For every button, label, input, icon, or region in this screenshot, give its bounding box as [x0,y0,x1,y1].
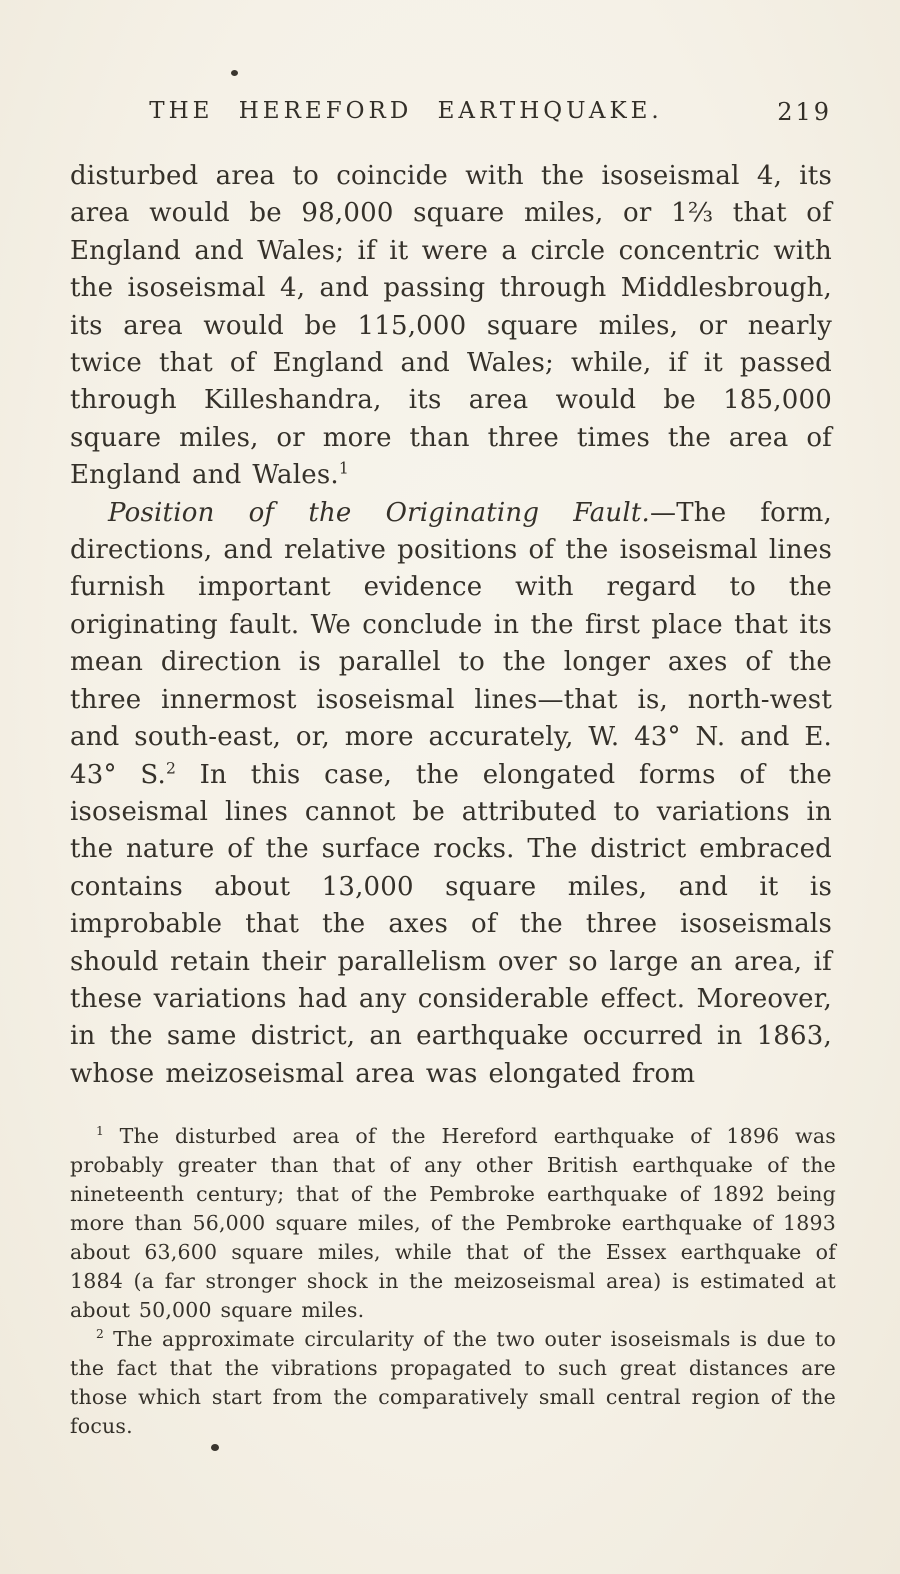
paragraph-1-text: disturbed area to coincide with the isoseismal 4, its area would be 98,000 square miles, or 1⅔ that of England and Wales; if it were a circle concentric with the isoseismal 4, and passing through Middlesbrough, its area would be 115,000 square miles, or nearly twice that of England and Wales; while, if it passed through Killeshandra, its area would be 185,000 square miles, or more than three times the area of England and Wales. [70,161,832,491]
footnotes [70,1122,836,1441]
paragraph-2 [70,495,832,1094]
footnote-2-marker: 2 [96,1327,104,1342]
footnote-2 [70,1325,836,1441]
paragraph-2-text-a: —The form, directions, and relative positions of the isoseismal lines furnish important evidence with regard to the originating fault. We conclude in the first place that its mean direction is parallel to the longer axes of the three innermost isoseismal lines—that is, north-west and south-east, or, more accurately, W. 43° N. and E. 43° S. [70,497,832,790]
footnote-1-text: The disturbed area of the Hereford earthquake of 1896 was probably greater than that of any other British earthquake of the nineteenth century; that of the Pembroke earthquake of 1892 being more than 56,000 square miles, of the Pembroke earthquake of 1893 about 63,600 square miles, while that of the Essex earthquake of 1884 (a far stronger shock in the meizoseismal area) is estimated at about 50,000 square miles. [70,1124,836,1322]
footnote-1-marker: 1 [96,1124,104,1139]
footnote-ref-2: 2 [165,758,176,777]
footnote-1 [70,1122,836,1325]
ink-speck-top [231,70,238,76]
ink-speck-bottom [211,1444,219,1451]
running-title: THE HEREFORD EARTHQUAKE. [149,98,663,124]
paragraph-2-italic-lead: Position of the Originating Fault. [108,497,651,528]
page-number: 219 [777,98,832,126]
paragraph-2-text-b: In this case, the elongated forms of the isoseismal lines cannot be attributed to variations in the nature of the surface rocks. The district embraced contains about 13,000 square miles, and it is improbable that the axes of the three isoseismals should retain their parallelism over so large an area, if these variations had any considerable effect. Moreover, in the same district, an earthquake occurred in 1863, whose meizoseismal area was elongated from [70,759,832,1089]
footnote-ref-1: 1 [338,459,349,478]
page-header [70,98,832,132]
body-text [70,158,832,1093]
footnote-2-text: The approximate circularity of the two outer isoseismals is due to the fact that the vibrations propagated to such great distances are those which start from the comparatively small central region of the focus. [70,1327,836,1438]
paragraph-1 [70,158,832,495]
